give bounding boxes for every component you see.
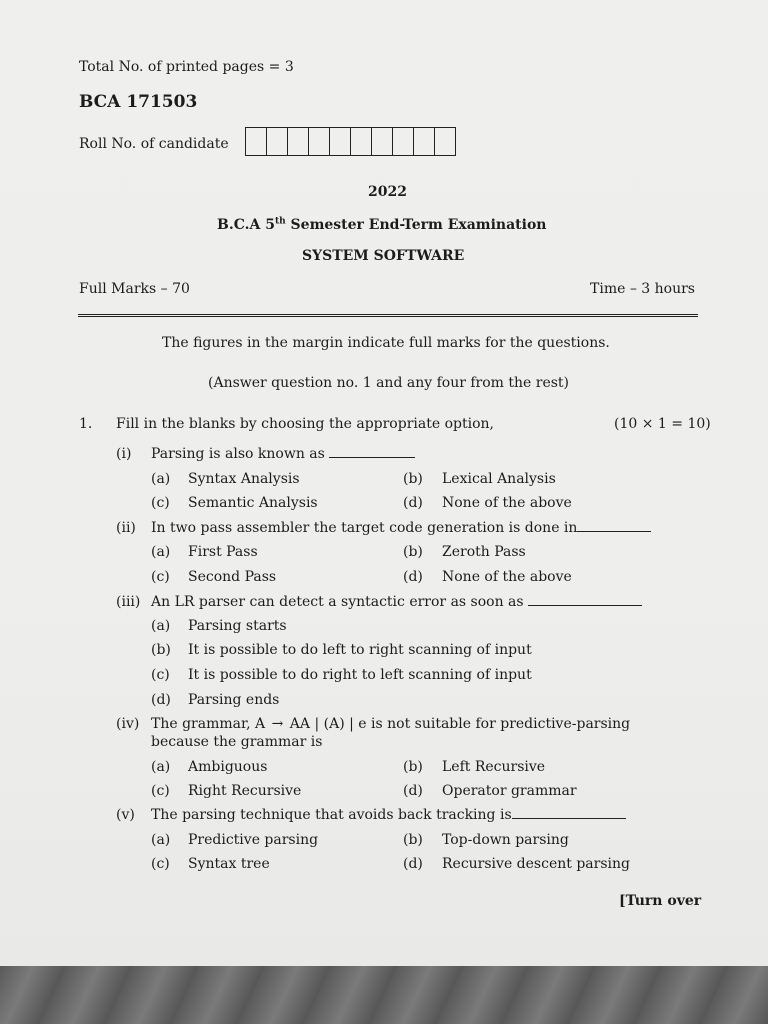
option-text: It is possible to do left to right scanning of input xyxy=(188,642,532,658)
option-label: (d) xyxy=(403,495,423,511)
question-text: Fill in the blanks by choosing the appropriate option, xyxy=(116,416,494,432)
instruction-marks: The figures in the margin indicate full marks for the questions. xyxy=(162,335,610,351)
option-label: (a) xyxy=(151,832,171,848)
option-label: (d) xyxy=(403,783,423,799)
option-label: (d) xyxy=(403,569,423,585)
option-text: First Pass xyxy=(188,544,258,560)
option-text: Semantic Analysis xyxy=(188,495,318,511)
roll-number-boxes[interactable] xyxy=(245,127,456,156)
item-stem xyxy=(151,594,642,610)
option-text: Predictive parsing xyxy=(188,832,319,848)
item-stem xyxy=(151,716,697,732)
option-text: None of the above xyxy=(442,569,572,585)
option-label: (c) xyxy=(151,569,170,585)
option-text: Syntax Analysis xyxy=(188,471,300,487)
item-number: (ii) xyxy=(116,520,136,536)
option-text: Operator grammar xyxy=(442,783,577,799)
time-allowed: Time – 3 hours xyxy=(590,281,695,297)
option-text: Syntax tree xyxy=(188,856,270,872)
option-text: Recursive descent parsing xyxy=(442,856,630,872)
item-stem-text: The grammar, A xyxy=(151,716,266,732)
full-marks: Full Marks – 70 xyxy=(79,281,190,297)
option-text: Parsing ends xyxy=(188,692,280,708)
option-text: It is possible to do right to left scanning of input xyxy=(188,667,532,683)
option-label: (b) xyxy=(403,759,423,775)
option-text: Parsing starts xyxy=(188,618,287,634)
item-stem-text: In two pass assembler the target code generation is done in xyxy=(151,520,578,536)
option-label: (b) xyxy=(403,544,423,560)
item-stem-text: Parsing is also known as xyxy=(151,446,325,462)
item-stem xyxy=(151,807,626,823)
turn-over-note: [Turn over xyxy=(619,893,702,909)
question-number: 1. xyxy=(79,416,93,432)
item-stem xyxy=(151,520,651,536)
arrow-symbol: → xyxy=(271,716,284,732)
roll-number-label: Roll No. of candidate xyxy=(79,136,229,152)
option-label: (c) xyxy=(151,783,170,799)
exam-title xyxy=(217,217,546,233)
option-label: (a) xyxy=(151,618,171,634)
option-text: Ambiguous xyxy=(188,759,268,775)
option-label: (a) xyxy=(151,544,171,560)
question-marks: (10 × 1 = 10) xyxy=(614,416,711,432)
item-stem-continued: because the grammar is xyxy=(151,734,323,750)
option-label: (c) xyxy=(151,856,170,872)
scanner-background xyxy=(0,966,768,1024)
exam-title-sup: th xyxy=(274,216,286,227)
option-label: (b) xyxy=(151,642,171,658)
option-text: Zeroth Pass xyxy=(442,544,526,560)
option-text: Top-down parsing xyxy=(442,832,569,848)
option-label: (b) xyxy=(403,471,423,487)
item-number: (v) xyxy=(116,807,135,823)
printed-pages-count: Total No. of printed pages = 3 xyxy=(79,59,294,75)
option-label: (b) xyxy=(403,832,423,848)
answer-blank xyxy=(577,530,651,532)
option-text: Second Pass xyxy=(188,569,277,585)
exam-title-pre: B.C.A 5 xyxy=(217,217,275,233)
instruction-answer: (Answer question no. 1 and any four from the rest) xyxy=(208,375,570,391)
option-label: (a) xyxy=(151,759,171,775)
exam-year: 2022 xyxy=(368,184,407,200)
item-stem-text: An LR parser can detect a syntactic error as soon as xyxy=(151,594,524,610)
option-text: Right Recursive xyxy=(188,783,302,799)
exam-title-post: Semester End-Term Examination xyxy=(285,217,547,233)
item-number: (iv) xyxy=(116,716,140,732)
answer-blank xyxy=(329,456,415,458)
subject-title: SYSTEM SOFTWARE xyxy=(302,248,465,264)
paper-code: BCA 171503 xyxy=(79,92,198,112)
answer-blank xyxy=(512,817,626,819)
option-label: (d) xyxy=(403,856,423,872)
header-divider xyxy=(78,314,698,317)
option-label: (a) xyxy=(151,471,171,487)
option-label: (c) xyxy=(151,667,170,683)
item-number: (iii) xyxy=(116,594,141,610)
item-number: (i) xyxy=(116,446,132,462)
answer-blank xyxy=(528,604,642,606)
option-text: Lexical Analysis xyxy=(442,471,556,487)
option-text: None of the above xyxy=(442,495,572,511)
option-label: (c) xyxy=(151,495,170,511)
option-text: Left Recursive xyxy=(442,759,546,775)
option-label: (d) xyxy=(151,692,171,708)
item-stem xyxy=(151,446,415,462)
item-stem-text: The parsing technique that avoids back tracking is xyxy=(151,807,512,823)
item-stem-text: AA | (A) | e is not suitable for predictive-parsing xyxy=(289,716,631,732)
